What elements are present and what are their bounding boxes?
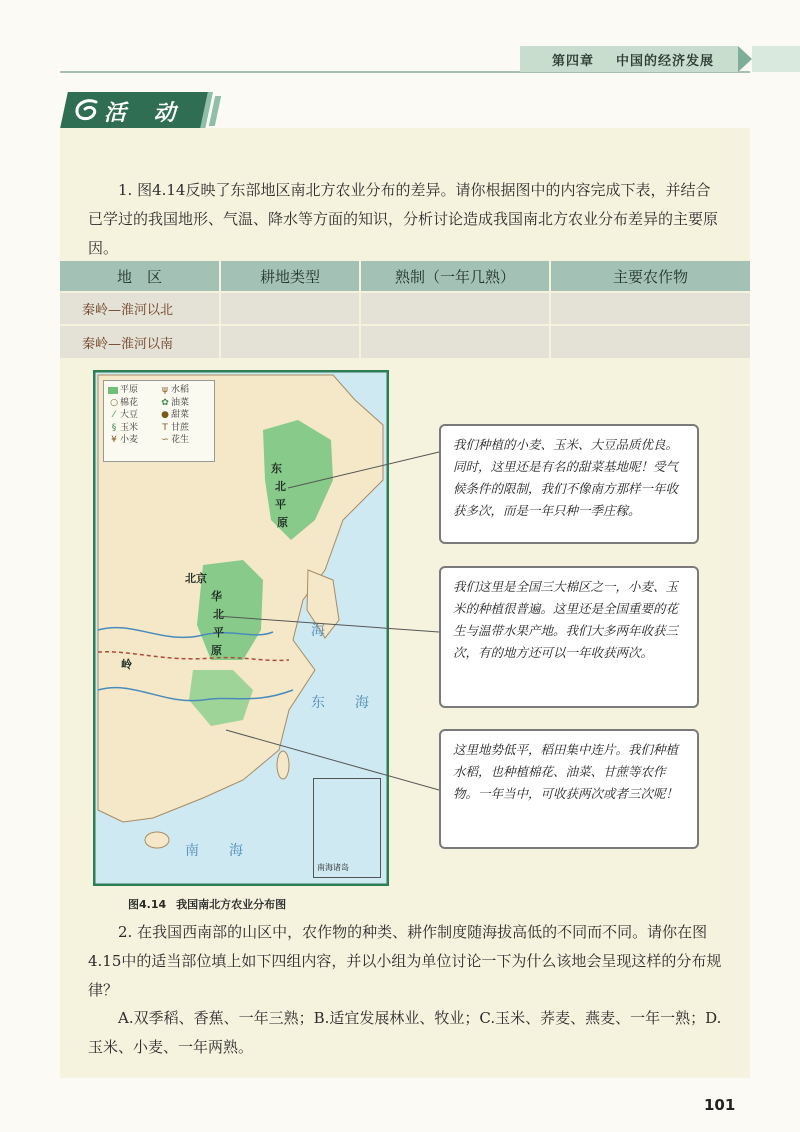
- chapter-number: 第四章: [552, 54, 595, 69]
- map-label: 北: [275, 480, 286, 493]
- map-label-qinling: 岭: [121, 658, 132, 671]
- wheat-icon: ¥: [111, 435, 117, 445]
- figure-number: 图4.14: [128, 898, 167, 911]
- map-label-east-sea: 东 海: [311, 695, 377, 711]
- table-header-main-crops: 主要农作物: [550, 261, 750, 292]
- cotton-icon: ○: [110, 397, 118, 408]
- figure-caption: [128, 896, 286, 912]
- legend-row: ¥ 小麦 ∽ 花生: [108, 434, 210, 447]
- map-label-yellow-sea: 海: [311, 623, 333, 639]
- activity-label: 活 动: [104, 101, 186, 126]
- legend-row: ⁄ 大豆 ● 甜菜: [108, 409, 210, 422]
- figure-title: 我国南北方农业分布图: [176, 898, 287, 911]
- corn-icon: §: [111, 422, 117, 433]
- table-header-land-type: 耕地类型: [220, 261, 360, 292]
- map-label: 平: [275, 498, 286, 511]
- sugarcane-icon: T: [162, 422, 168, 433]
- question-2-text: 2. 在我国西南部的山区中，农作物的种类、耕作制度随海拔高低的不同而不同。请你在图4.15中的适当部位填上如下四组内容，并以小组为单位讨论一下为什么该地会呈现这样的分布规律？: [88, 923, 722, 999]
- sugar-beet-icon: ●: [161, 410, 169, 420]
- legend-row: 平原 ψ 水稻: [108, 384, 210, 397]
- soybean-icon: ⁄: [113, 410, 115, 420]
- map-label: 原: [211, 644, 222, 657]
- rice-icon: ψ: [162, 385, 168, 395]
- table-header-region: 地 区: [60, 261, 220, 292]
- map-label: 原: [277, 516, 288, 529]
- question-1-text: 1. 图4.14反映了东部地区南北方农业分布的差异。请你根据图中的内容完成下表，并结合已学过的我国地形、气温、降水等方面的知识，分析讨论造成我国南北方农业分布差异的主要原因。: [88, 181, 719, 257]
- callout-south: 这里地势低平，稻田集中连片。我们种植水稻，也种植棉花、油菜、甘蔗等农作物。一年当中，可收获两次或者三次呢！: [439, 729, 699, 849]
- callout-north: 我们种植的小麦、玉米、大豆品质优良。同时，这里还是有名的甜菜基地呢！受气候条件的限制，我们不像南方那样一年收获多次，而是一年只种一季庄稼。: [439, 424, 699, 544]
- map-label-south-sea: 南 海: [185, 843, 251, 859]
- table-cell-region: 秦岭—淮河以北: [60, 292, 220, 325]
- table-header-cropping-system: 熟制（一年几熟）: [360, 261, 550, 292]
- legend-row: § 玉米 T 甘蔗: [108, 422, 210, 435]
- map-label-beijing: 北京: [185, 572, 207, 585]
- map-label: 平: [213, 626, 224, 639]
- map-label: 北: [213, 608, 224, 621]
- legend-row: ○ 棉花 ✿ 油菜: [108, 397, 210, 410]
- map-label: 东: [271, 462, 282, 475]
- rapeseed-icon: ✿: [161, 397, 169, 408]
- chapter-title: 中国的经济发展: [616, 54, 715, 69]
- map-label: 华: [211, 590, 222, 603]
- peanut-icon: ∽: [161, 435, 169, 445]
- question-2-options: A.双季稻、香蕉、一年三熟；B.适宜发展林业、牧业；C.玉米、荞麦、燕麦、一年一熟；D.玉米、小麦、一年两熟。: [88, 1009, 722, 1056]
- inset-label: 南海诸岛: [317, 863, 349, 872]
- table-cell-region: 秦岭—淮河以南: [60, 325, 220, 358]
- page-number: 101: [704, 1096, 736, 1114]
- callout-central: 我们这里是全国三大棉区之一，小麦、玉米的种植很普遍。这里还是全国重要的花生与温带水果产地。我们大多两年收获三次，有的地方还可以一年收获两次。: [439, 566, 699, 708]
